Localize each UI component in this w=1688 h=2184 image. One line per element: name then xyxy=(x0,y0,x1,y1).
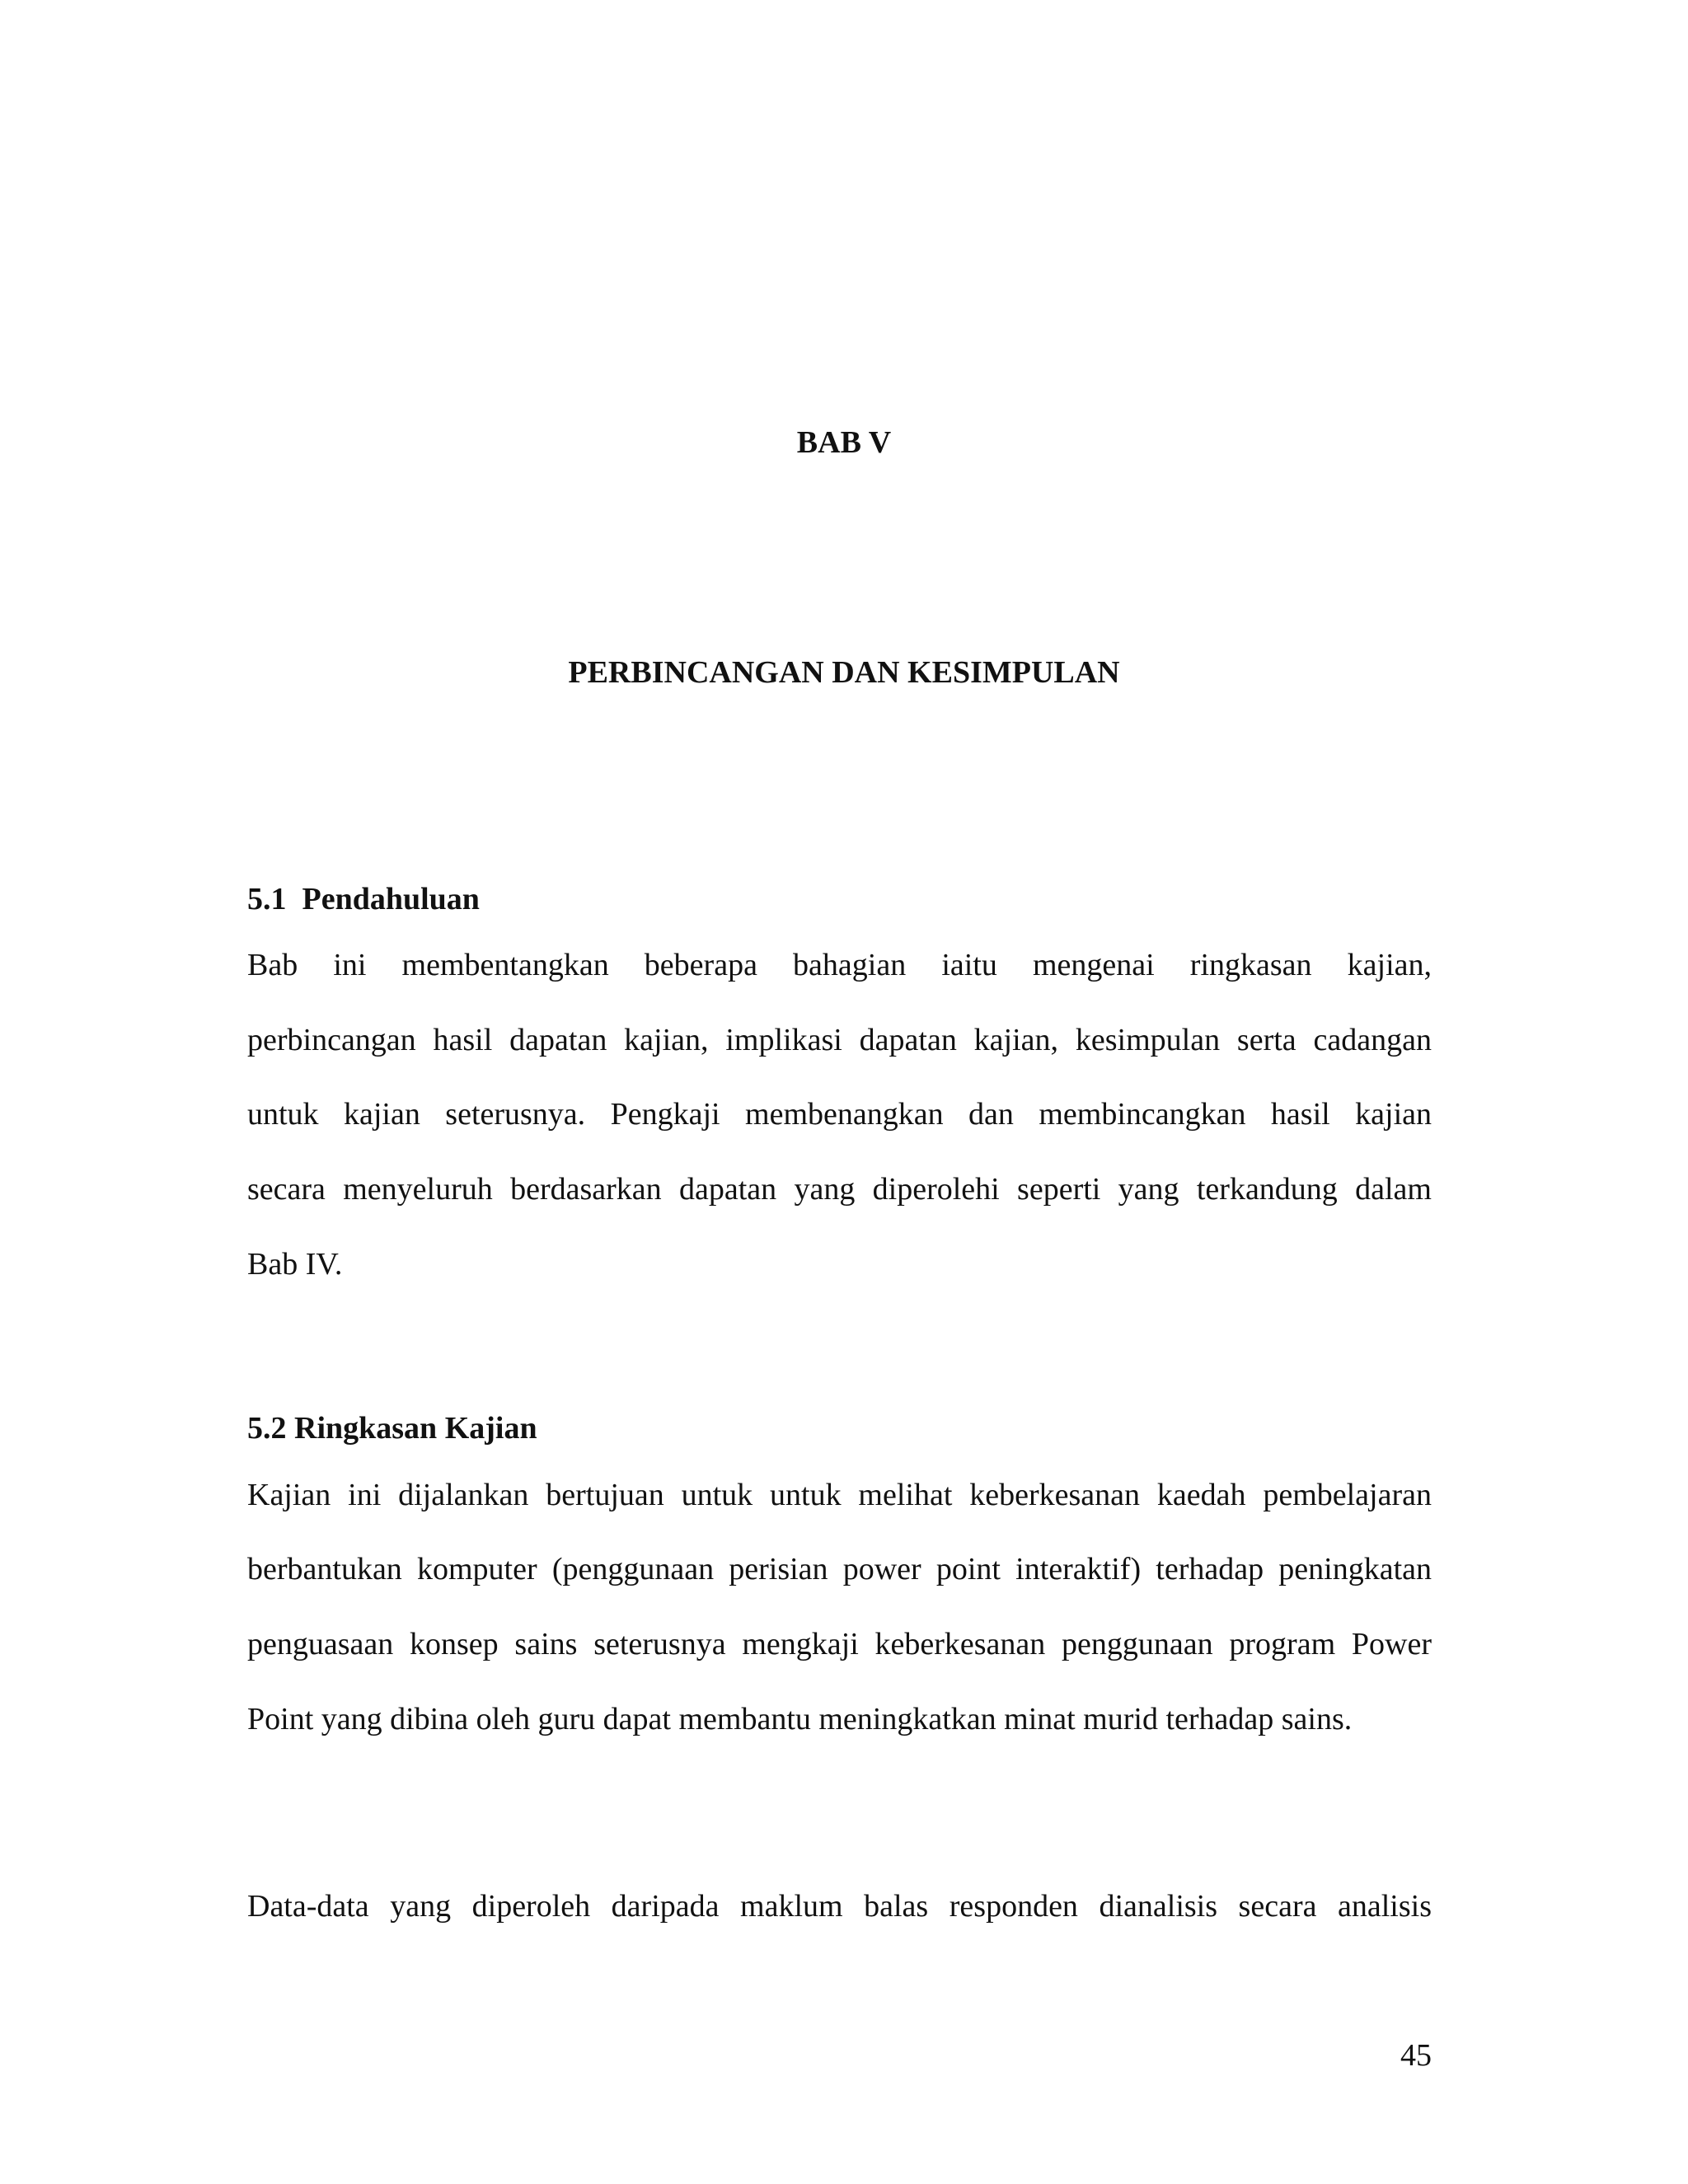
paragraph-line: untuk kajian seterusnya. Pengkaji membenangkan dan membincangkan hasil kajian xyxy=(247,1097,1432,1132)
paragraph-line: Point yang dibina oleh guru dapat membantu meningkatkan minat murid terhadap sains. xyxy=(247,1702,1353,1736)
paragraph-line: secara menyeluruh berdasarkan dapatan yang diperolehi seperti yang terkandung dalam xyxy=(247,1172,1432,1207)
paragraph-line: Data-data yang diperoleh daripada maklum balas responden dianalisis secara analisis xyxy=(247,1889,1432,1924)
paragraph-line: perbincangan hasil dapatan kajian, implikasi dapatan kajian, kesimpulan serta cadangan xyxy=(247,1023,1432,1057)
page-number: 45 xyxy=(1400,2038,1432,2073)
section-heading-pendahuluan: 5.1 Pendahuluan xyxy=(247,882,480,916)
section-heading-ringkasan-kajian: 5.2 Ringkasan Kajian xyxy=(247,1411,537,1446)
paragraph-line: Bab IV. xyxy=(247,1247,343,1282)
paragraph-line: Bab ini membentangkan beberapa bahagian iaitu mengenai ringkasan kajian, xyxy=(247,948,1432,982)
chapter-number: BAB V xyxy=(796,425,892,460)
chapter-title: PERBINCANGAN DAN KESIMPULAN xyxy=(568,655,1120,690)
paragraph-line: Kajian ini dijalankan bertujuan untuk untuk melihat keberkesanan kaedah pembelajaran xyxy=(247,1478,1432,1512)
paragraph-line: berbantukan komputer (penggunaan perisian power point interaktif) terhadap peningkatan xyxy=(247,1552,1432,1586)
paragraph-line: penguasaan konsep sains seterusnya mengkaji keberkesanan penggunaan program Power xyxy=(247,1627,1432,1661)
